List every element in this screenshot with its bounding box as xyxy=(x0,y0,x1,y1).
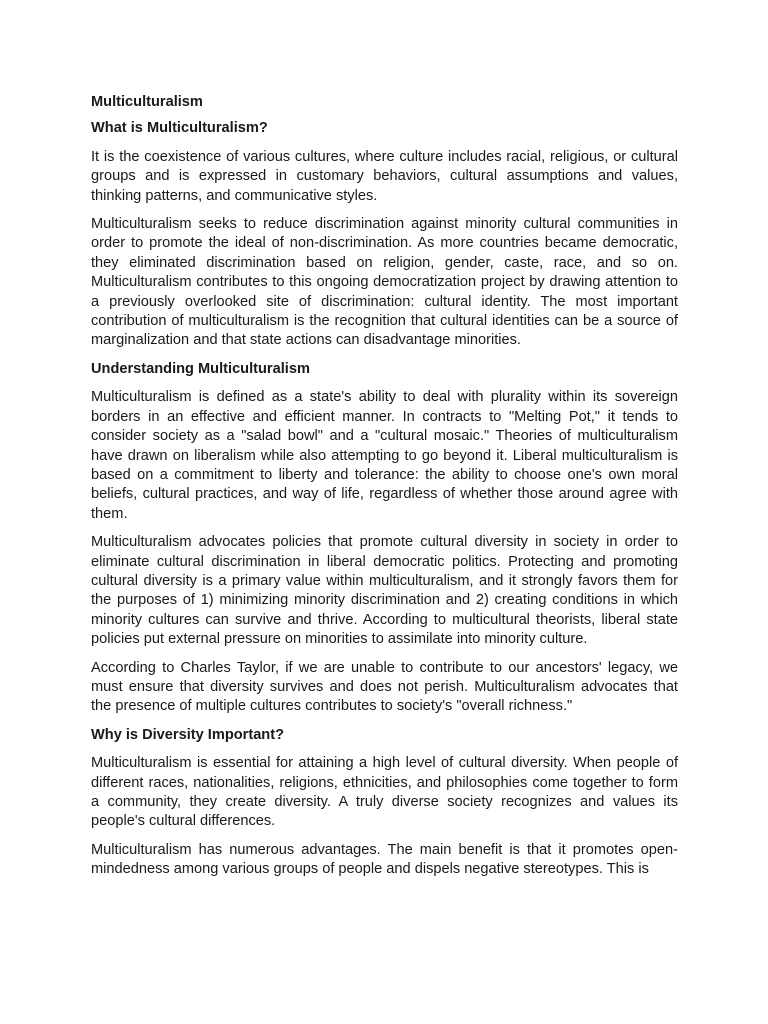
paragraph: According to Charles Taylor, if we are unable to contribute to our ancestors' legacy, we must ensure that diversity survives and does not perish. Multiculturalism advocates that the presence of multiple cultures contributes to society's "overall richness." xyxy=(91,659,678,715)
paragraph: Multiculturalism is defined as a state's ability to deal with plurality within its sovereign borders in an effective and efficient manner. In contracts to "Melting Pot," it tends to consider society as a "salad bowl" and a "cultural mosaic." Theories of multiculturalism have drawn on liberalism while also attempting to go beyond it. Liberal multiculturalism is based on a commitment to liberty and tolerance: the ability to choose one's own moral beliefs, cultural practices, and way of life, regardless of whether those around agree with them. xyxy=(91,389,678,522)
document-body xyxy=(91,93,678,889)
paragraph: Multiculturalism advocates policies that promote cultural diversity in society in order to eliminate cultural discrimination in liberal democratic politics. Protecting and promoting cultural diversity is a primary value within multiculturalism, and it strongly favors them for the purposes of 1) minimizing minority discrimination and 2) creating conditions in which minority cultures can survive and thrive. According to multicultural theorists, liberal state policies put external pressure on minorities to assimilate into minority culture. xyxy=(91,534,678,648)
paragraph: Multiculturalism has numerous advantages. The main benefit is that it promotes open-mindedness among various groups of people and dispels negative stereotypes. This is xyxy=(91,841,678,878)
paragraph: It is the coexistence of various cultures, where culture includes racial, religious, or cultural groups and is expressed in customary behaviors, cultural assumptions and values, thinking patterns, and communicative styles. xyxy=(91,148,678,204)
section-heading: Understanding Multiculturalism xyxy=(91,360,310,377)
section-heading: Why is Diversity Important? xyxy=(91,726,284,743)
paragraph: Multiculturalism is essential for attaining a high level of cultural diversity. When people of different races, nationalities, religions, ethnicities, and philosophies come together to form a community, they create diversity. A truly diverse society recognizes and values its people's cultural differences. xyxy=(91,755,678,830)
document-title: Multiculturalism xyxy=(91,94,203,110)
paragraph: Multiculturalism seeks to reduce discrimination against minority cultural communities in order to promote the ideal of non-discrimination. As more countries became democratic, they eliminated discrimination based on religion, gender, caste, race, and so on. Multiculturalism contributes to this ongoing democratization project by drawing attention to a previously overlooked site of discrimination: cultural identity. The most important contribution of multiculturalism is the recognition that cultural identities can be a source of marginalization and that state actions can disadvantage minorities. xyxy=(91,216,678,349)
section-heading: What is Multiculturalism? xyxy=(91,120,268,137)
